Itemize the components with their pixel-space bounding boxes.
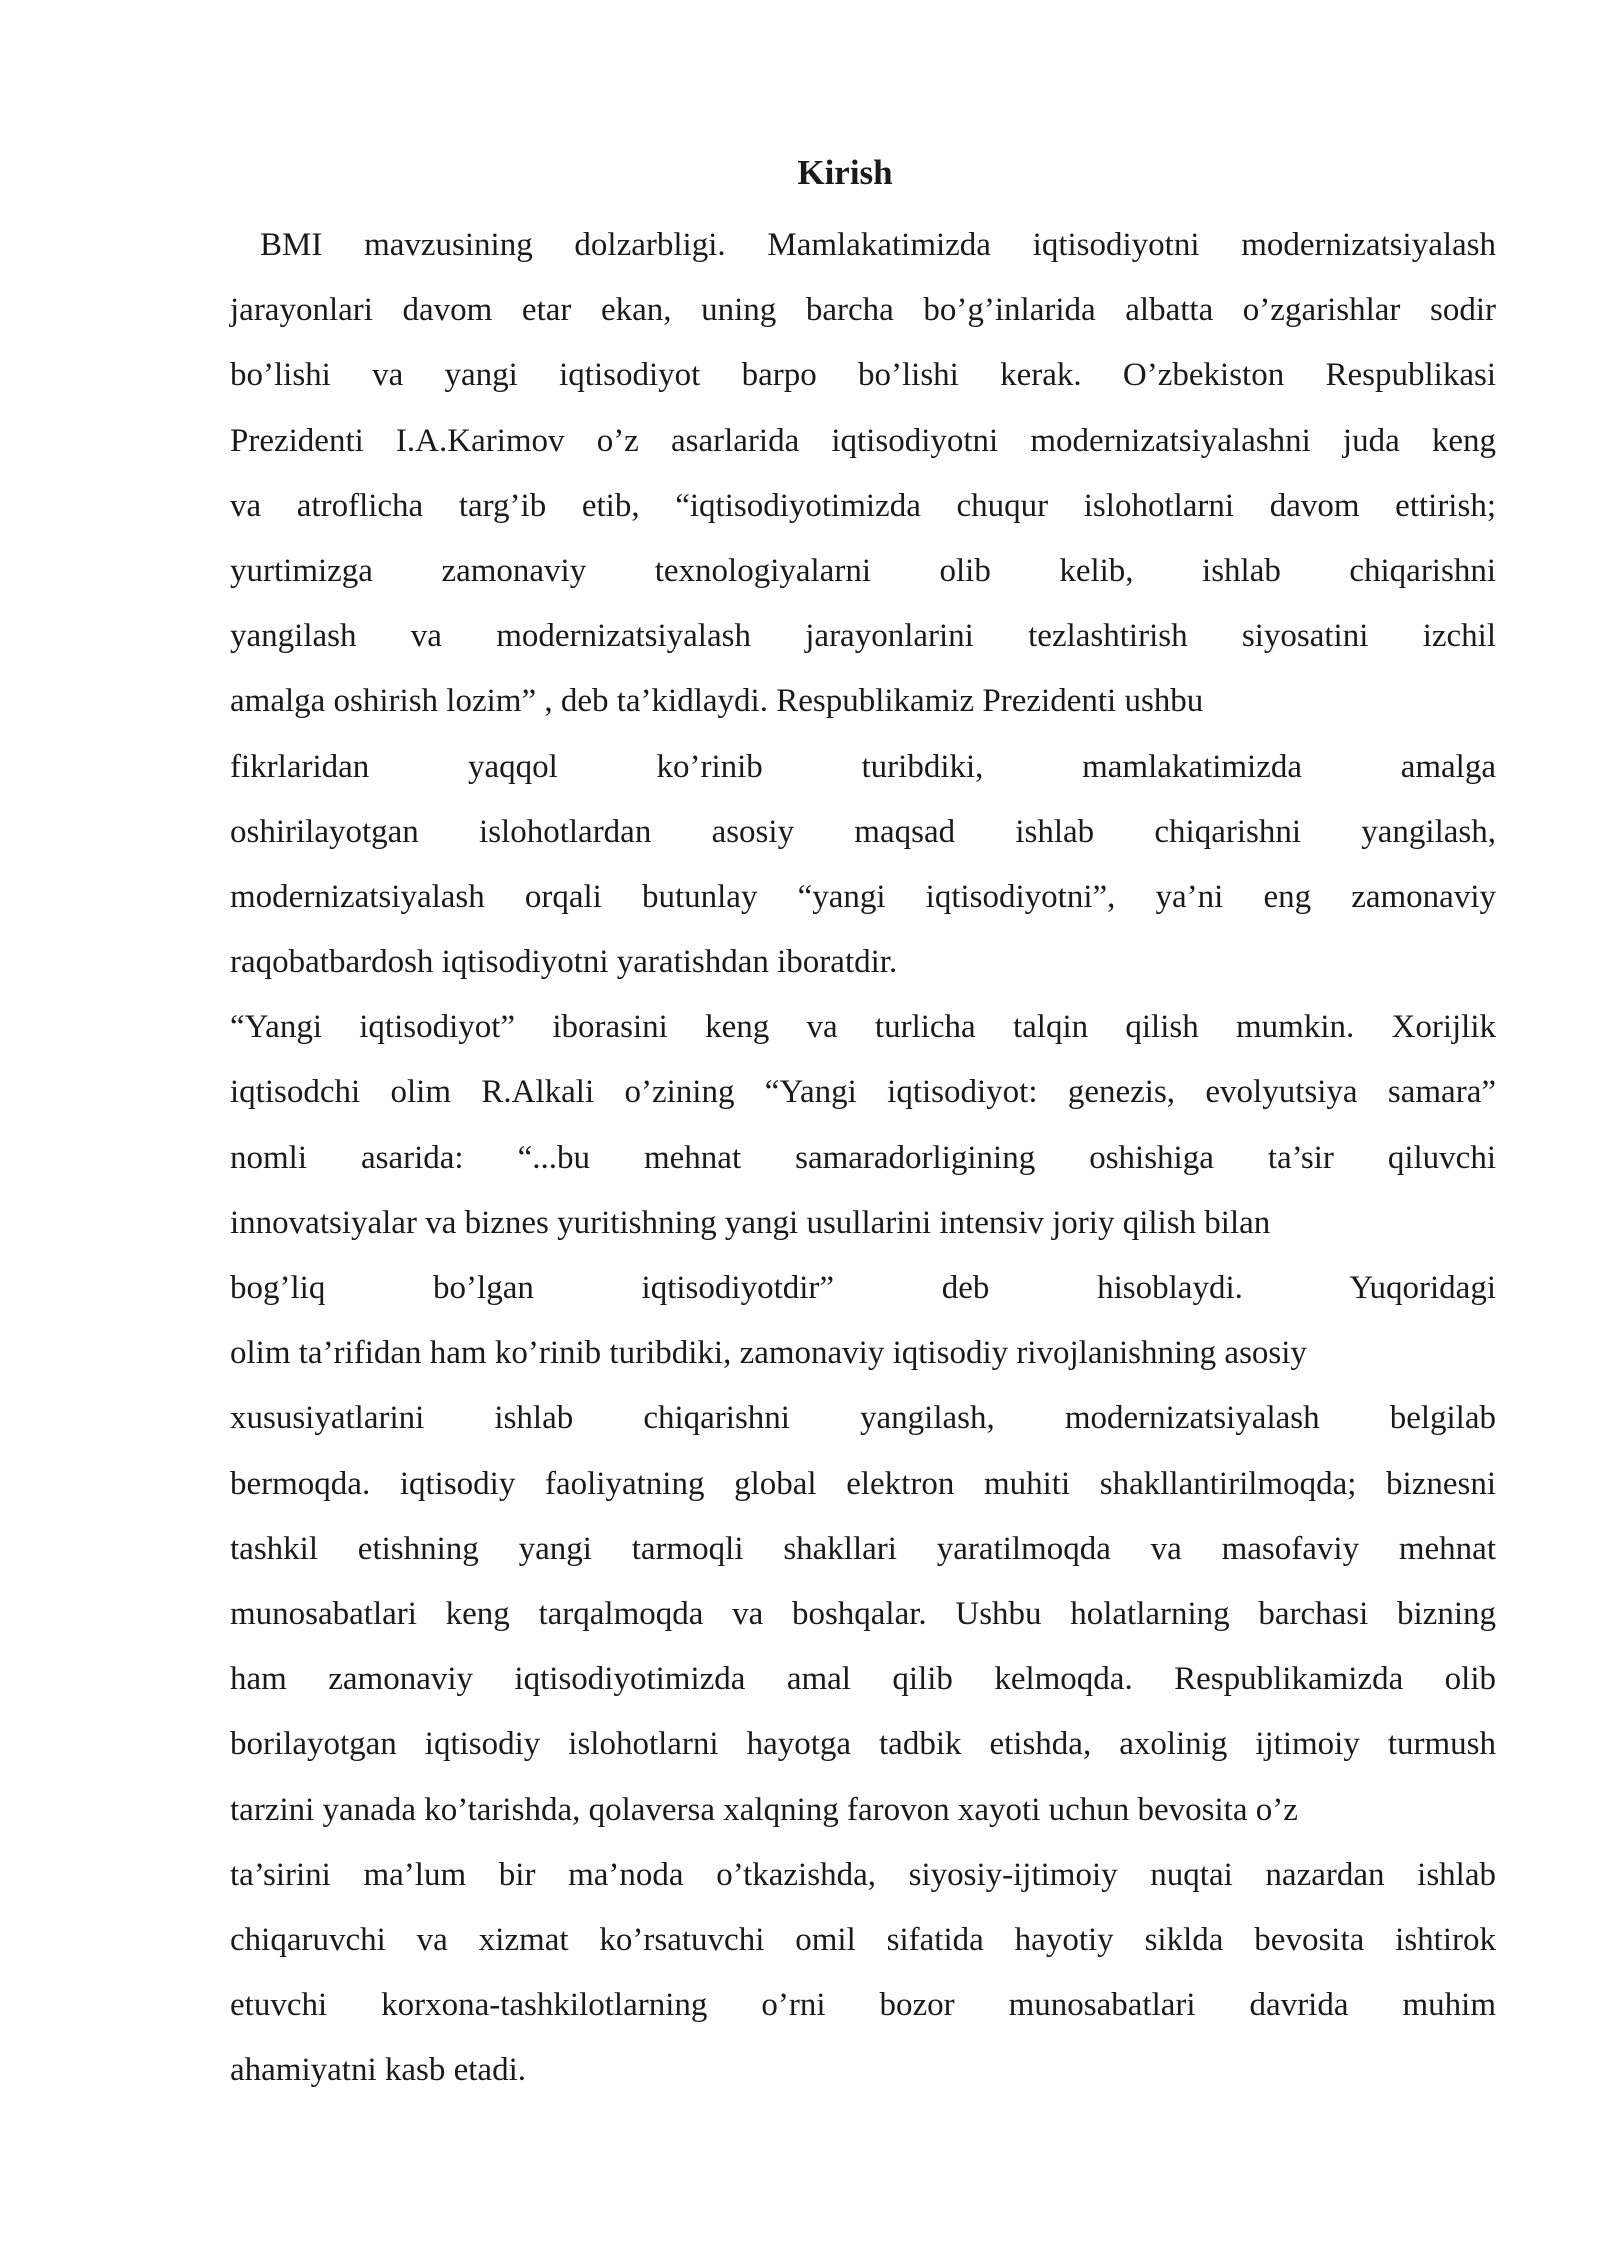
- text-line: modernizatsiyalash orqali butunlay “yangi iqtisodiyotni”, ya’ni eng zamonaviy: [230, 878, 1496, 915]
- text-line: jarayonlari davom etar ekan, uning barcha bo’g’inlarida albatta o’zgarishlar sodir: [230, 292, 1496, 329]
- text-line: ahamiyatni kasb etadi.: [230, 2052, 526, 2089]
- text-line: borilayotgan iqtisodiy islohotlarni hayotga tadbik etishda, axolinig ijtimoiy turmush: [230, 1726, 1496, 1763]
- text-line: munosabatlari keng tarqalmoqda va boshqalar. Ushbu holatlarning barchasi bizning: [230, 1595, 1496, 1632]
- text-line: BMI mavzusining dolzarbligi. Mamlakatimizda iqtisodiyotni modernizatsiyalash: [260, 227, 1496, 263]
- text-line: va atroflicha targ’ib etib, “iqtisodiyotimizda chuqur islohotlarni davom ettirish;: [230, 487, 1496, 524]
- text-line: oshirilayotgan islohotlardan asosiy maqsad ishlab chiqarishni yangilash,: [230, 813, 1496, 850]
- text-line: bog’liq bo’lgan iqtisodiyotdir” deb hisoblaydi. Yuqoridagi: [230, 1270, 1496, 1306]
- text-line: raqobatbardosh iqtisodiyotni yaratishdan iboratdir.: [230, 944, 898, 981]
- text-line: yurtimizga zamonaviy texnologiyalarni olib kelib, ishlab chiqarishni: [230, 552, 1496, 589]
- text-line: iqtisodchi olim R.Alkali o’zining “Yangi iqtisodiyot: genezis, evolyutsiya samara”: [230, 1074, 1496, 1111]
- body-text: [230, 213, 1496, 2103]
- text-line: bo’lishi va yangi iqtisodiyot barpo bo’lishi kerak. O’zbekiston Respublikasi: [230, 357, 1496, 394]
- text-line: ham zamonaviy iqtisodiyotimizda amal qilib kelmoqda. Respublikamizda olib: [230, 1661, 1496, 1698]
- text-line: tarzini yanada ko’tarishda, qolaversa xalqning farovon xayoti uchun bevosita o’z: [230, 1791, 1298, 1828]
- page-title: Kirish: [797, 153, 893, 192]
- text-line: xususiyatlarini ishlab chiqarishni yangilash, modernizatsiyalash belgilab: [230, 1400, 1496, 1437]
- text-line: “Yangi iqtisodiyot” iborasini keng va turlicha talqin qilish mumkin. Xorijlik: [230, 1009, 1496, 1046]
- text-line: Prezidenti I.A.Karimov o’z asarlarida iqtisodiyotni modernizatsiyalashni juda keng: [230, 422, 1496, 459]
- text-line: tashkil etishning yangi tarmoqli shakllari yaratilmoqda va masofaviy mehnat: [230, 1530, 1496, 1567]
- text-line: yangilash va modernizatsiyalash jarayonlarini tezlashtirish siyosatini izchil: [230, 618, 1496, 655]
- text-line: fikrlaridan yaqqol ko’rinib turibdiki, mamlakatimizda amalga: [230, 748, 1496, 785]
- text-line: chiqaruvchi va xizmat ko’rsatuvchi omil sifatida hayotiy siklda bevosita ishtirok: [230, 1921, 1496, 1958]
- text-line: bermoqda. iqtisodiy faoliyatning global elektron muhiti shakllantirilmoqda; biznesni: [230, 1465, 1496, 1502]
- text-line: etuvchi korxona-tashkilotlarning o’rni bozor munosabatlari davrida muhim: [230, 1987, 1496, 2024]
- text-line: innovatsiyalar va biznes yuritishning yangi usullarini intensiv joriy qilish bilan: [230, 1204, 1271, 1241]
- text-line: olim ta’rifidan ham ko’rinib turibdiki, zamonaviy iqtisodiy rivojlanishning asosiy: [230, 1335, 1307, 1372]
- text-line: nomli asarida: “...bu mehnat samaradorligining oshishiga ta’sir qiluvchi: [230, 1139, 1496, 1176]
- text-line: amalga oshirish lozim” , deb ta’kidlaydi. Respublikamiz Prezidenti ushbu: [230, 683, 1204, 720]
- text-line: ta’sirini ma’lum bir ma’noda o’tkazishda, siyosiy-ijtimoiy nuqtai nazardan ishlab: [230, 1856, 1496, 1893]
